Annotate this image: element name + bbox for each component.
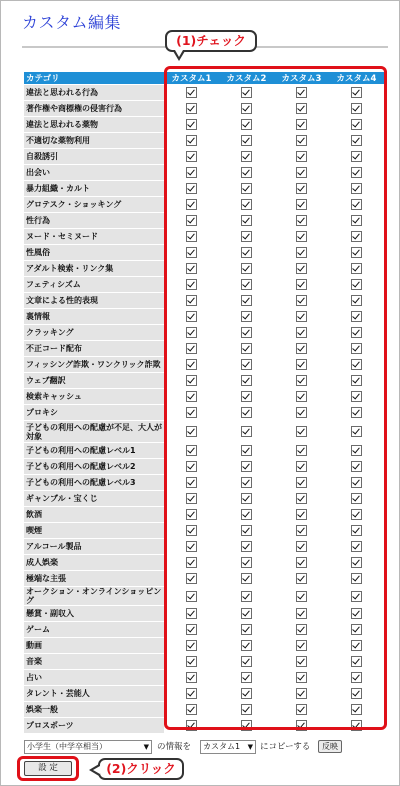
category-label: 検索キャッシュ [24,389,164,404]
category-label: 占い [24,670,164,685]
category-label: 子どもの利用への配慮レベル2 [24,459,164,474]
category-label: ウェブ翻訳 [24,373,164,388]
copy-label-from: の情報を [157,742,192,752]
category-label: 自殺誘引 [24,149,164,164]
category-label: 動画 [24,638,164,653]
category-label: 裏情報 [24,309,164,324]
category-label: タレント・芸能人 [24,686,164,701]
category-label: ゲーム [24,622,164,637]
column-header-custom1: カスタム1 [164,72,219,84]
source-profile-value: 小学生（中学卒相当） [27,742,107,751]
category-label: グロテスク・ショッキング [24,197,164,212]
category-label: 子どもの利用への配慮レベル3 [24,475,164,490]
category-label: 違法と思われる薬物 [24,117,164,132]
category-label: 成人娯楽 [24,555,164,570]
check-callout-text: (1)チェック [176,33,246,48]
category-label: 暴力組織・カルト [24,181,164,196]
category-label: 性行為 [24,213,164,228]
category-label: 性風俗 [24,245,164,260]
category-label: オークション・オンラインショッピング [24,587,164,605]
dropdown-arrow-icon: ▼ [143,743,149,751]
category-label: プロスポーツ [24,718,164,733]
category-label: 極端な主張 [24,571,164,586]
category-label: 飲酒 [24,507,164,522]
category-label: フェティシズム [24,277,164,292]
category-label: 喫煙 [24,523,164,538]
category-label: 文章による性的表現 [24,293,164,308]
category-label: 不正コード配布 [24,341,164,356]
column-header-custom4: カスタム4 [329,72,384,84]
apply-copy-button[interactable]: 反映 [318,740,342,753]
dropdown-arrow-icon: ▼ [247,743,253,751]
category-label: 出会い [24,165,164,180]
click-highlight-frame [17,756,79,781]
page-title: カスタム編集 [22,13,122,32]
category-label: アダルト検索・リンク集 [24,261,164,276]
category-label: 著作権や商標権の侵害行為 [24,101,164,116]
category-label: プロキシ [24,405,164,420]
column-header-custom3: カスタム3 [274,72,329,84]
category-label: 子どもの利用への配慮レベル1 [24,443,164,458]
category-label: クラッキング [24,325,164,340]
category-label: 子どもの利用への配慮が不足、大人が対象 [26,422,162,441]
category-label: 不適切な薬物利用 [24,133,164,148]
check-highlight-frame [164,66,387,730]
category-label: 音楽 [24,654,164,669]
category-label: アルコール製品 [24,539,164,554]
category-column-header: カテゴリ [24,72,164,84]
category-label: 違法と思われる行為 [24,85,164,100]
category-label: フィッシング詐欺・ワンクリック詐欺 [24,357,164,372]
target-custom-select[interactable] [200,740,256,754]
category-label: 懸賞・副収入 [24,606,164,621]
category-label: 娯楽一般 [24,702,164,717]
click-callout-text: (2)クリック [106,761,176,776]
set-button[interactable]: 設 定 [24,761,72,776]
category-label: ヌード・セミヌード [24,229,164,244]
check-callout [165,30,257,52]
target-custom-value: カスタム1 [203,742,241,751]
category-label: ギャンブル・宝くじ [24,491,164,506]
copy-settings-bar [24,740,384,756]
column-header-custom2: カスタム2 [219,72,274,84]
copy-label-to: にコピーする [260,742,311,752]
source-profile-select[interactable] [24,740,152,754]
click-callout [98,758,184,780]
